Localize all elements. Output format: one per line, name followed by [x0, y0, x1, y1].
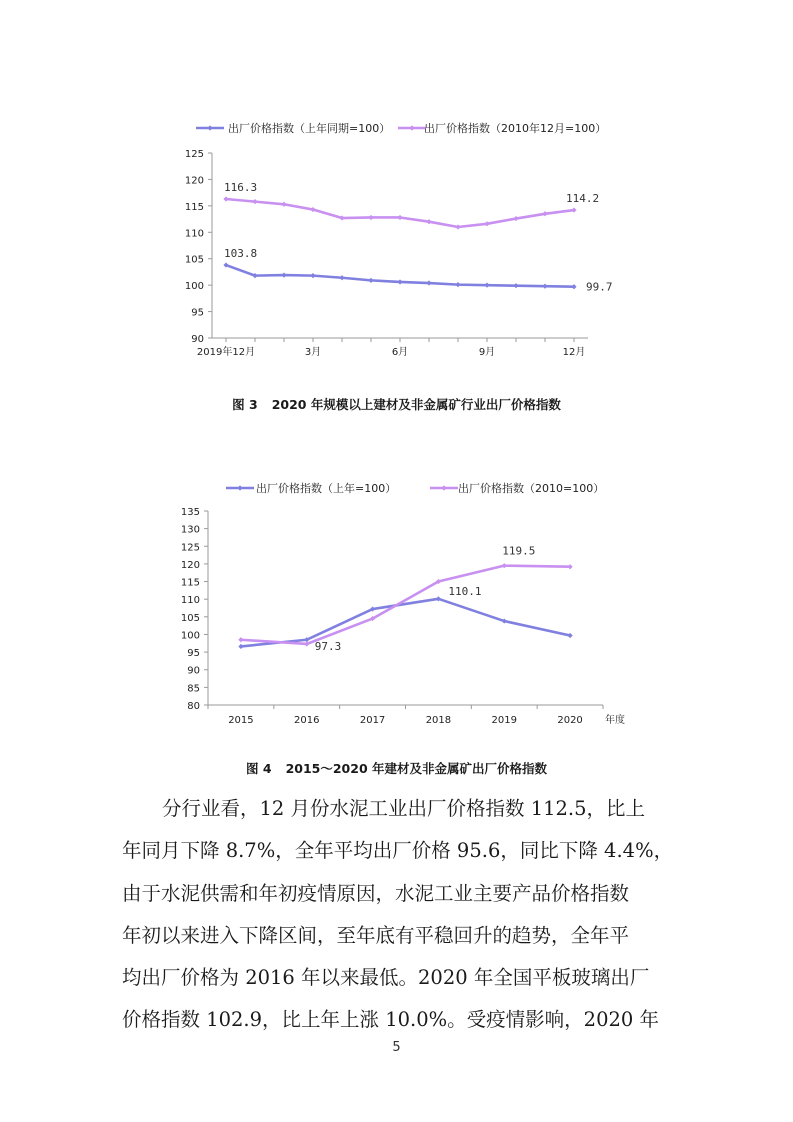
data-label: 110.1 [448, 584, 482, 598]
x-tick-label: 2020 [557, 715, 583, 726]
y-tick-label: 135 [180, 507, 200, 518]
data-point [502, 563, 507, 568]
paragraph-line: 均出厂价格为 2016 年以来最低。2020 年全国平板玻璃出厂 [122, 966, 650, 990]
y-tick-label: 110 [184, 228, 204, 240]
y-tick-label: 80 [187, 701, 200, 712]
data-point [238, 644, 243, 649]
x-tick-label: 2018 [425, 715, 452, 726]
legend-label-2: 出厂价格指数（2010=100） [458, 482, 605, 495]
caption-fig3-label: 图 3 [232, 397, 258, 412]
data-point [567, 564, 572, 569]
data-label: 119.5 [502, 544, 536, 558]
y-tick-label: 120 [180, 559, 200, 571]
x-tick-label: 3月 [304, 347, 322, 358]
data-label: 114.2 [566, 192, 600, 206]
x-tick-label: 9月 [478, 347, 496, 358]
data-label: 97.3 [314, 639, 342, 653]
x-axis-title: 年度 [605, 715, 625, 726]
caption-fig4-text: 2015～2020 年建材及非金属矿出厂价格指数 [285, 761, 547, 776]
paragraph-line: 由于水泥供需和年初疫情原因，水泥工业主要产品价格指数 [122, 881, 630, 905]
data-label: 116.3 [224, 180, 258, 194]
data-point [567, 633, 572, 638]
y-tick-label: 105 [184, 254, 204, 266]
caption-fig4 [0, 759, 793, 777]
x-tick-label: 2019 [491, 715, 517, 726]
y-tick-label: 100 [184, 281, 204, 293]
data-label: 99.7 [586, 280, 613, 294]
y-tick-label: 95 [191, 307, 204, 319]
y-tick-label: 110 [180, 595, 200, 607]
y-tick-label: 115 [184, 201, 204, 213]
x-tick-label: 6月 [391, 347, 409, 358]
series-line-1 [241, 599, 570, 647]
y-tick-label: 130 [180, 524, 200, 536]
y-tick-label: 85 [187, 683, 200, 695]
caption-fig3-text: 2020 年规模以上建材及非金属矿行业出厂价格指数 [271, 397, 561, 412]
y-tick-label: 105 [180, 612, 200, 624]
y-tick-label: 125 [184, 149, 204, 160]
paragraph-line: 分行业看，12 月份水泥工业出厂价格指数 112.5，比上 [162, 797, 646, 820]
legend-marker-1 [237, 485, 242, 490]
paragraph-line: 价格指数 102.9，比上年上涨 10.0%。受疫情影响，2020 年 [122, 1008, 659, 1032]
paragraph-line: 年初以来进入下降区间，至年底有平稳回升的趋势，全年平 [122, 923, 630, 947]
x-tick-label: 2019年12月 [196, 347, 256, 358]
page-number: 5 [392, 1040, 401, 1055]
data-point [238, 637, 243, 642]
y-tick-label: 115 [180, 577, 200, 589]
x-tick-label: 2015 [228, 715, 254, 726]
y-tick-label: 95 [187, 648, 200, 660]
x-tick-label: 2017 [359, 715, 386, 726]
paragraph-line: 年同月下降 8.7%，全年平均出厂价格 95.6，同比下降 4.4%， [122, 839, 674, 863]
data-label: 103.8 [224, 247, 258, 261]
legend-label-1: 出厂价格指数（上年=100） [256, 482, 397, 495]
legend-label-1: 出厂价格指数（上年同期=100） [228, 122, 391, 135]
x-tick-label: 2016 [294, 715, 320, 726]
y-tick-label: 125 [180, 542, 200, 554]
y-tick-label: 90 [191, 334, 204, 345]
body-paragraph [122, 788, 674, 1042]
legend-marker-2 [441, 485, 446, 490]
y-tick-label: 120 [184, 175, 204, 187]
caption-fig4-label: 图 4 [246, 761, 272, 776]
y-tick-label: 100 [180, 630, 200, 642]
legend-label-2: 出厂价格指数（2010年12月=100） [424, 122, 607, 135]
x-tick-label: 12月 [562, 347, 586, 358]
y-tick-label: 90 [187, 665, 200, 677]
